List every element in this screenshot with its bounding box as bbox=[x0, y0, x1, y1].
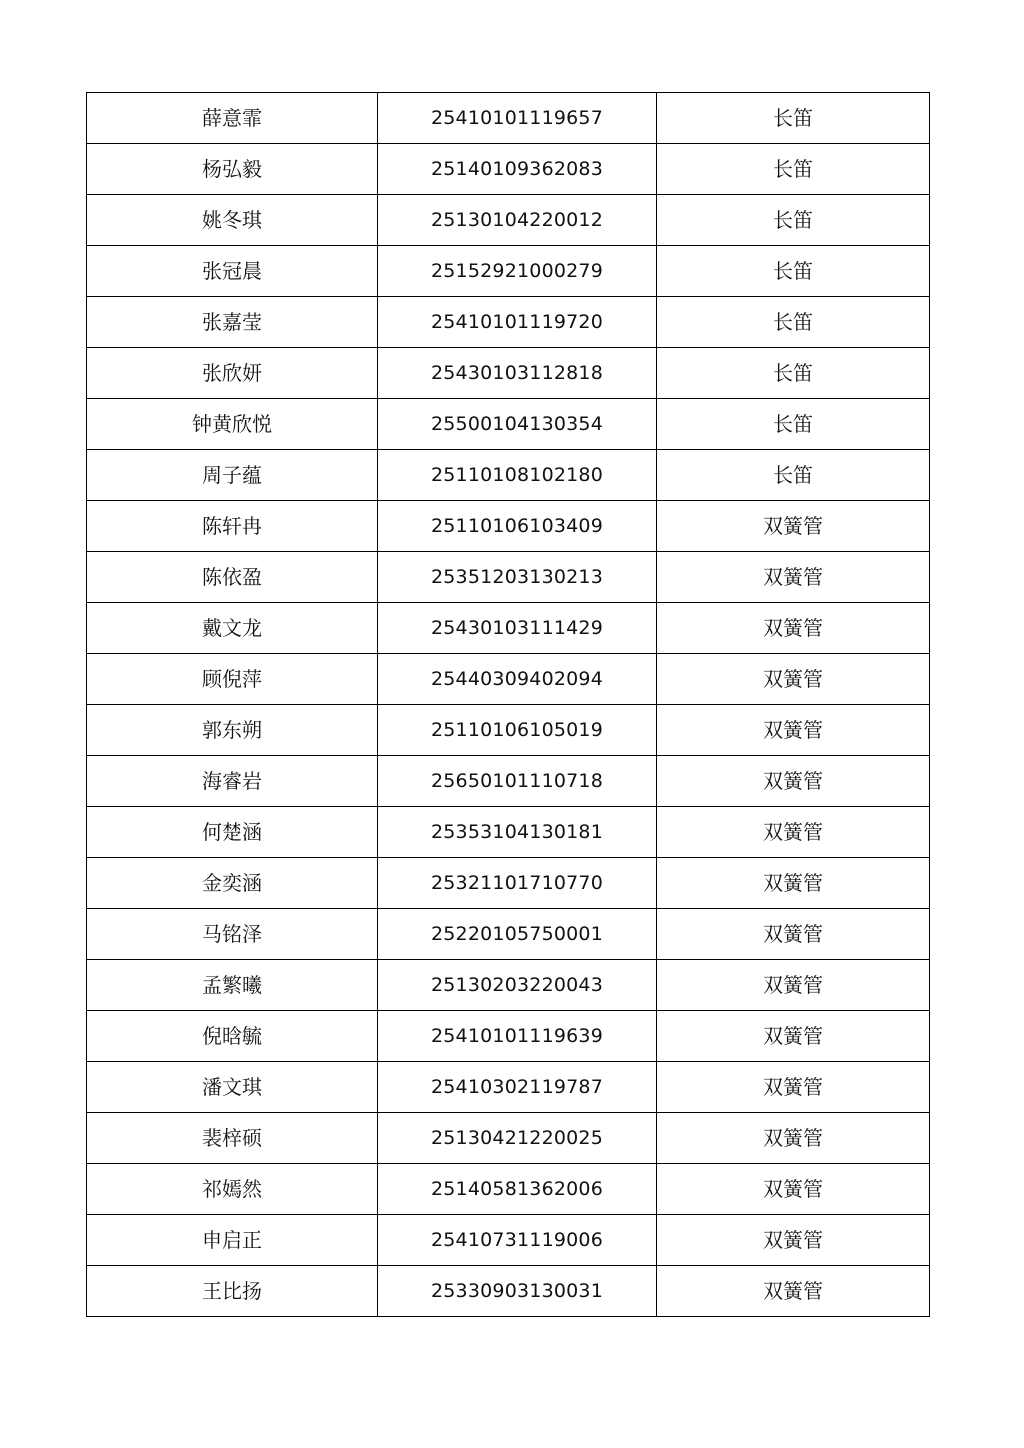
name-cell: 陈轩冉 bbox=[87, 501, 378, 552]
id-cell: 25650101110718 bbox=[378, 756, 657, 807]
table-row bbox=[87, 144, 930, 195]
table-row bbox=[87, 246, 930, 297]
id-cell: 25110106105019 bbox=[378, 705, 657, 756]
instrument-cell: 长笛 bbox=[657, 348, 930, 399]
name-cell: 张欣妍 bbox=[87, 348, 378, 399]
name-cell: 钟黄欣悦 bbox=[87, 399, 378, 450]
instrument-cell: 双簧管 bbox=[657, 603, 930, 654]
instrument-cell: 双簧管 bbox=[657, 909, 930, 960]
instrument-cell: 双簧管 bbox=[657, 1266, 930, 1317]
table-row bbox=[87, 1266, 930, 1317]
instrument-cell: 长笛 bbox=[657, 93, 930, 144]
name-cell: 孟繁曦 bbox=[87, 960, 378, 1011]
table-row bbox=[87, 909, 930, 960]
table-row bbox=[87, 297, 930, 348]
id-cell: 25410731119006 bbox=[378, 1215, 657, 1266]
table-row bbox=[87, 1011, 930, 1062]
id-cell: 25430103111429 bbox=[378, 603, 657, 654]
instrument-cell: 双簧管 bbox=[657, 756, 930, 807]
id-cell: 25110108102180 bbox=[378, 450, 657, 501]
table-row bbox=[87, 1113, 930, 1164]
name-cell: 马铭泽 bbox=[87, 909, 378, 960]
id-cell: 25130421220025 bbox=[378, 1113, 657, 1164]
name-cell: 申启正 bbox=[87, 1215, 378, 1266]
table-row bbox=[87, 552, 930, 603]
id-cell: 25351203130213 bbox=[378, 552, 657, 603]
name-cell: 顾倪萍 bbox=[87, 654, 378, 705]
name-cell: 薛意霏 bbox=[87, 93, 378, 144]
table-row bbox=[87, 195, 930, 246]
instrument-cell: 长笛 bbox=[657, 246, 930, 297]
table-row bbox=[87, 1164, 930, 1215]
table-row bbox=[87, 1215, 930, 1266]
table-row bbox=[87, 756, 930, 807]
instrument-cell: 长笛 bbox=[657, 144, 930, 195]
table-row bbox=[87, 654, 930, 705]
instrument-cell: 双簧管 bbox=[657, 1215, 930, 1266]
name-cell: 张冠晨 bbox=[87, 246, 378, 297]
table-row bbox=[87, 501, 930, 552]
instrument-cell: 双簧管 bbox=[657, 552, 930, 603]
table-row bbox=[87, 1062, 930, 1113]
id-cell: 25440309402094 bbox=[378, 654, 657, 705]
table-row bbox=[87, 705, 930, 756]
id-cell: 25152921000279 bbox=[378, 246, 657, 297]
name-cell: 郭东朔 bbox=[87, 705, 378, 756]
id-cell: 25330903130031 bbox=[378, 1266, 657, 1317]
instrument-cell: 双簧管 bbox=[657, 705, 930, 756]
name-cell: 海睿岩 bbox=[87, 756, 378, 807]
id-cell: 25130104220012 bbox=[378, 195, 657, 246]
instrument-cell: 长笛 bbox=[657, 450, 930, 501]
id-cell: 25410101119657 bbox=[378, 93, 657, 144]
instrument-cell: 双簧管 bbox=[657, 858, 930, 909]
name-cell: 姚冬琪 bbox=[87, 195, 378, 246]
id-cell: 25110106103409 bbox=[378, 501, 657, 552]
instrument-cell: 双簧管 bbox=[657, 501, 930, 552]
name-cell: 祁嫣然 bbox=[87, 1164, 378, 1215]
id-cell: 25220105750001 bbox=[378, 909, 657, 960]
id-cell: 25321101710770 bbox=[378, 858, 657, 909]
table-body bbox=[87, 93, 930, 1317]
id-cell: 25410101119639 bbox=[378, 1011, 657, 1062]
instrument-cell: 双簧管 bbox=[657, 1011, 930, 1062]
candidate-table bbox=[86, 92, 930, 1317]
table-row bbox=[87, 603, 930, 654]
id-cell: 25140109362083 bbox=[378, 144, 657, 195]
instrument-cell: 长笛 bbox=[657, 399, 930, 450]
table-row bbox=[87, 807, 930, 858]
instrument-cell: 双簧管 bbox=[657, 807, 930, 858]
name-cell: 何楚涵 bbox=[87, 807, 378, 858]
id-cell: 25410101119720 bbox=[378, 297, 657, 348]
id-cell: 25130203220043 bbox=[378, 960, 657, 1011]
instrument-cell: 双簧管 bbox=[657, 1062, 930, 1113]
id-cell: 25500104130354 bbox=[378, 399, 657, 450]
instrument-cell: 双簧管 bbox=[657, 1113, 930, 1164]
name-cell: 潘文琪 bbox=[87, 1062, 378, 1113]
name-cell: 裴梓硕 bbox=[87, 1113, 378, 1164]
instrument-cell: 长笛 bbox=[657, 297, 930, 348]
results-sheet bbox=[86, 92, 929, 1317]
table-row bbox=[87, 399, 930, 450]
name-cell: 金奕涵 bbox=[87, 858, 378, 909]
instrument-cell: 长笛 bbox=[657, 195, 930, 246]
name-cell: 王比扬 bbox=[87, 1266, 378, 1317]
name-cell: 周子蕴 bbox=[87, 450, 378, 501]
instrument-cell: 双簧管 bbox=[657, 960, 930, 1011]
name-cell: 戴文龙 bbox=[87, 603, 378, 654]
table-row bbox=[87, 348, 930, 399]
table-row bbox=[87, 93, 930, 144]
name-cell: 张嘉莹 bbox=[87, 297, 378, 348]
name-cell: 杨弘毅 bbox=[87, 144, 378, 195]
table-row bbox=[87, 960, 930, 1011]
id-cell: 25140581362006 bbox=[378, 1164, 657, 1215]
name-cell: 倪晗毓 bbox=[87, 1011, 378, 1062]
table-row bbox=[87, 450, 930, 501]
id-cell: 25410302119787 bbox=[378, 1062, 657, 1113]
instrument-cell: 双簧管 bbox=[657, 654, 930, 705]
instrument-cell: 双簧管 bbox=[657, 1164, 930, 1215]
id-cell: 25430103112818 bbox=[378, 348, 657, 399]
name-cell: 陈依盈 bbox=[87, 552, 378, 603]
id-cell: 25353104130181 bbox=[378, 807, 657, 858]
table-row bbox=[87, 858, 930, 909]
